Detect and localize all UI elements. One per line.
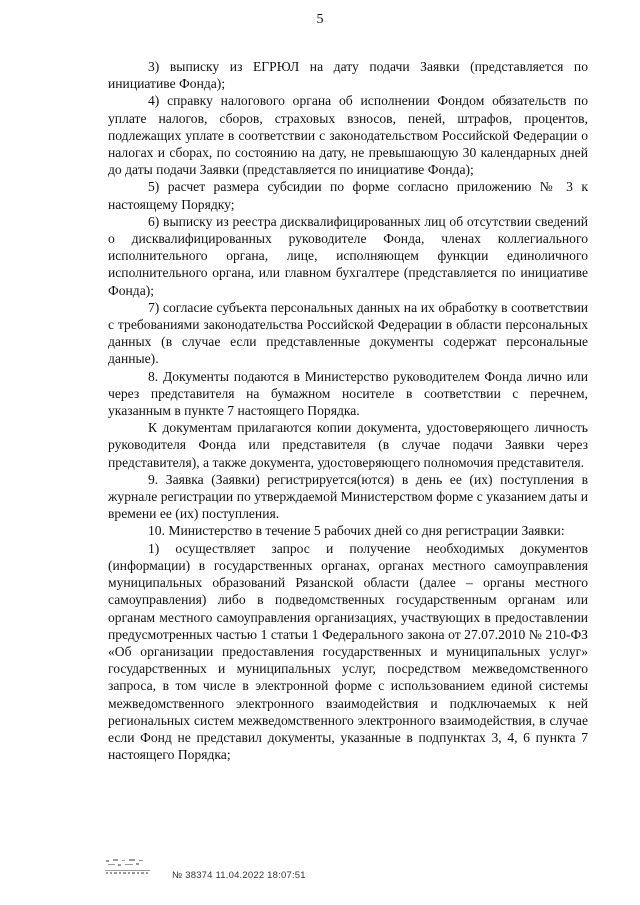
paragraph-item-7-personal-data-consent: 7) согласие субъекта персональных данных на их обработку в соответствии с требованиями законодательства Российской Федерации в области персональных данных (в случае если представленные документы содержат персональные данные).: [108, 299, 588, 367]
paragraph-item-3-extract-egrul: 3) выписку из ЕГРЮЛ на дату подачи Заявки (представляется по инициативе Фонда);: [108, 59, 588, 92]
paragraph-attachments: К документам прилагаются копии документа, удостоверяющего личность руководителя Фонда или представителя (в случае подачи Заявки через представителя), а также документа, удостоверяющего полномочия представителя.: [108, 420, 588, 470]
registration-number: № 38374 11.04.2022 18:07:51: [172, 870, 306, 881]
paragraph-clause-10-ministry: 10. Министерство в течение 5 рабочих дней со дня регистрации Заявки:: [148, 523, 565, 539]
paragraph-clause-10-item-1-requests: 1) осуществляет запрос и получение необходимых документов (информации) в государственных органах, органах местного самоуправления муниципальных образований Рязанской области (далее – органы местного самоуправления) либо в подведомственных государственным органам или органам местного самоуправления организациях, участвующих в предоставлении предусмотренных частью 1 статьи 1 Федерального закона от 27.07.2010 № 210-ФЗ «Об организации предоставления государственных и муниципальных услуг» государственных и муниципальных услуг, посредством межведомственного запроса, в том числе в электронной форме с использованием единой системы межведомственного электронного взаимодействия и подключаемых к ней региональных систем межведомственного электронного взаимодействия, в случае если Фонд не представил документы, указанные в подпунктах 3, 4, 6 пункта 7 настоящего Порядка;: [108, 540, 588, 763]
document-body: [108, 58, 588, 763]
page-number: 5: [316, 12, 324, 27]
registration-stamp-icon: [104, 858, 162, 876]
paragraph-clause-8-submission: 8. Документы подаются в Министерство руководителем Фонда лично или через представителя на бумажном носителе в соответствии с перечнем, указанным в пункте 7 настоящего Порядка.: [108, 368, 588, 419]
paragraph-clause-9-registration: 9. Заявка (Заявки) регистрируется(ются) в день ее (их) поступления в журнале регистрации по утверждаемой Министерством форме с указанием даты и времени ее (их) поступления.: [108, 471, 588, 522]
paragraph-item-6-disqualified-register: 6) выписку из реестра дисквалифицированных лиц об отсутствии сведений о дисквалифицированных руководителе Фонда, членах коллегиального исполнительного органа, лице, исполняющем функции единоличного исполнительного органа, или главном бухгалтере (представляется по инициативе Фонда);: [108, 213, 588, 298]
paragraph-item-5-subsidy-calculation: 5) расчет размера субсидии по форме согласно приложению № 3 к настоящему Порядку;: [108, 179, 588, 212]
paragraph-item-4-tax-certificate: 4) справку налогового органа об исполнении Фондом обязательств по уплате налогов, сборов, страховых взносов, пеней, штрафов, процентов, подлежащих уплате в соответствии с законодательством Российской Федерации о налогах и сборах, по состоянию на дату, не превышающую 30 календарных дней до даты подачи Заявки (представляется по инициативе Фонда);: [108, 93, 588, 178]
